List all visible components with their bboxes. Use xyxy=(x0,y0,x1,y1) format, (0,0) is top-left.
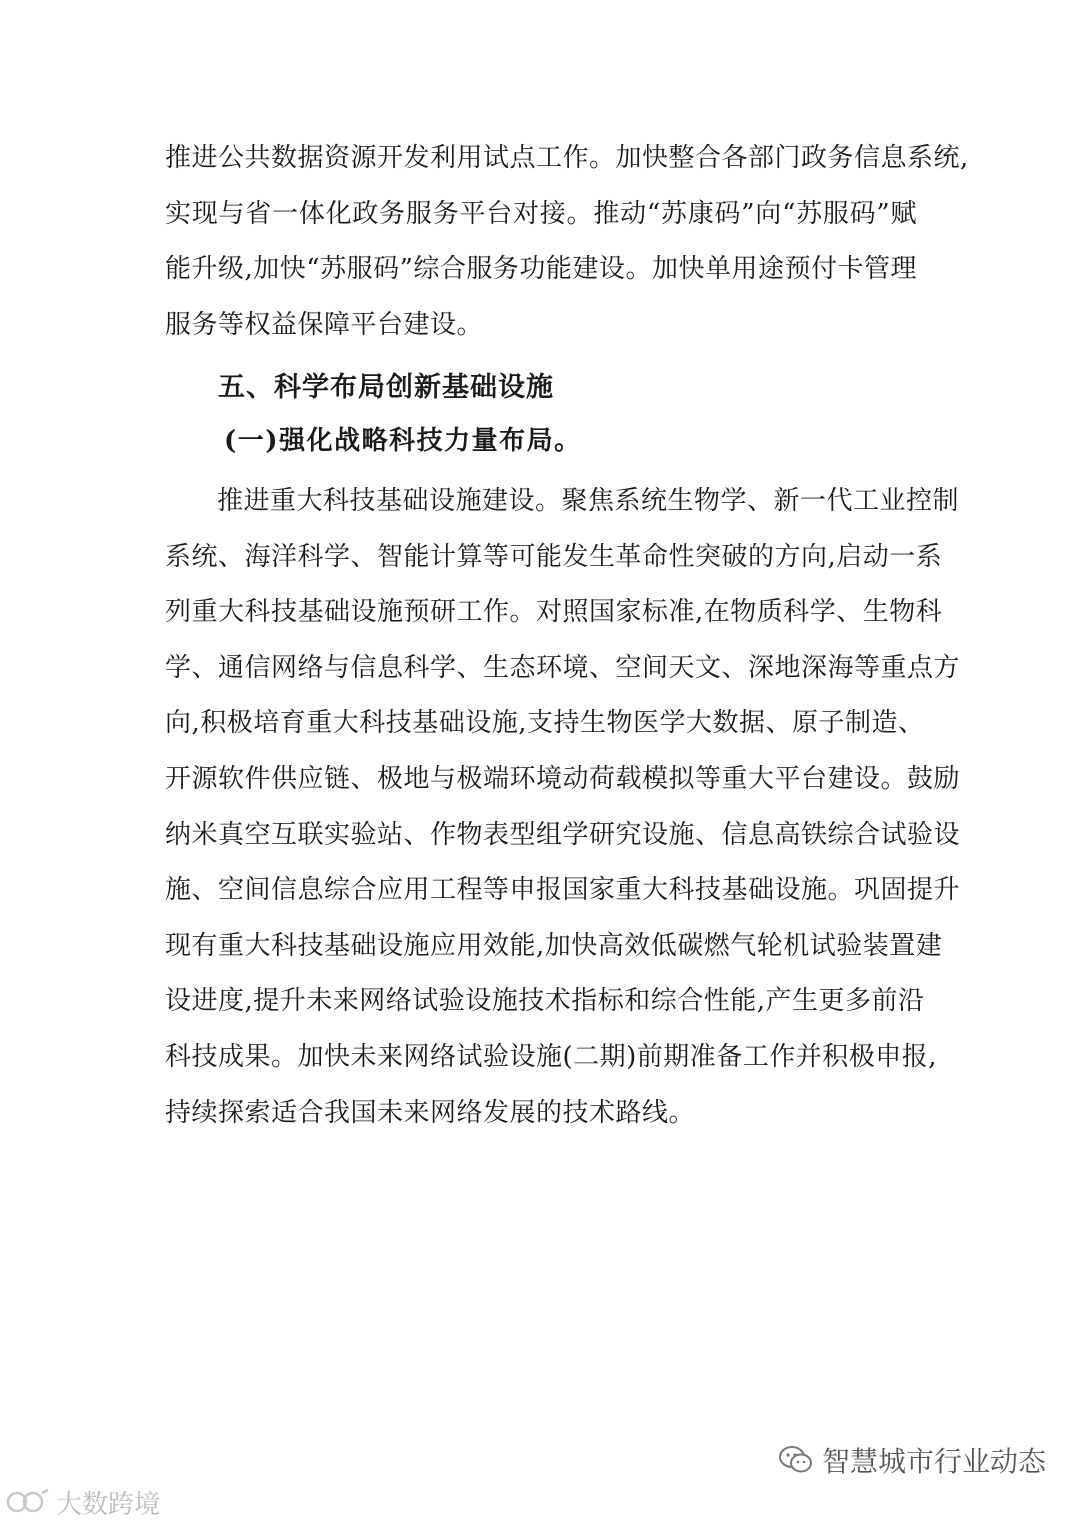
text-line: 设进度,提升未来网络试验设施技术指标和综合性能,产生更多前沿 xyxy=(165,986,925,1017)
text-line: 科技成果。加快未来网络试验设施(二期)前期准备工作并积极申报, xyxy=(165,1041,938,1072)
section-heading: 五、科学布局创新基础设施 xyxy=(218,372,554,403)
subsection-heading: (一)强化战略科技力量布局。 xyxy=(224,426,582,456)
wechat-account-watermark xyxy=(778,1440,1046,1480)
text-line: 列重大科技基础设施预研工作。对照国家标准,在物质科学、生物科 xyxy=(165,597,943,628)
wechat-icon xyxy=(778,1445,814,1475)
text-line: 持续探索适合我国未来网络发展的技术路线。 xyxy=(165,1097,696,1128)
wechat-account-name: 智慧城市行业动态 xyxy=(821,1445,1046,1478)
text-line: 现有重大科技基础设施应用效能,加快高效低碳燃气轮机试验装置建 xyxy=(165,930,943,961)
text-line: 系统、海洋科学、智能计算等可能发生革命性突破的方向,启动一系 xyxy=(165,541,943,572)
text-line: 向,积极培育重大科技基础设施,支持生物医学大数据、原子制造、 xyxy=(165,708,925,739)
text-line: 施、空间信息综合应用工程等申报国家重大科技基础设施。巩固提升 xyxy=(165,875,961,906)
text-line: 推进公共数据资源开发利用试点工作。加快整合各部门政务信息系统, xyxy=(165,143,969,173)
text-line: 开源软件供应链、极地与极端环境动荷载模拟等重大平台建设。鼓励 xyxy=(165,763,961,794)
source-logo-text: 大数跨境 xyxy=(56,1489,161,1520)
text-line: 服务等权益保障平台建设。 xyxy=(165,309,484,340)
text-line: 能升级,加快“苏服码”综合服务功能建设。加快单用途预付卡管理 xyxy=(165,254,917,285)
dashu-logo-icon xyxy=(6,1488,50,1516)
paragraph-2 xyxy=(165,474,961,1141)
source-logo-watermark xyxy=(6,1482,160,1522)
text-line: 实现与省一体化政务服务平台对接。推动“苏康码”向“苏服码”赋 xyxy=(165,198,917,229)
paragraph-1 xyxy=(165,131,969,353)
text-line: 纳米真空互联实验站、作物表型组学研究设施、信息高铁综合试验设 xyxy=(165,819,961,850)
text-line-first: 推进重大科技基础设施建设。聚焦系统生物学、新一代工业控制 xyxy=(217,486,960,516)
text-line: 学、通信网络与信息科学、生态环境、空间天文、深地深海等重点方 xyxy=(165,652,961,683)
